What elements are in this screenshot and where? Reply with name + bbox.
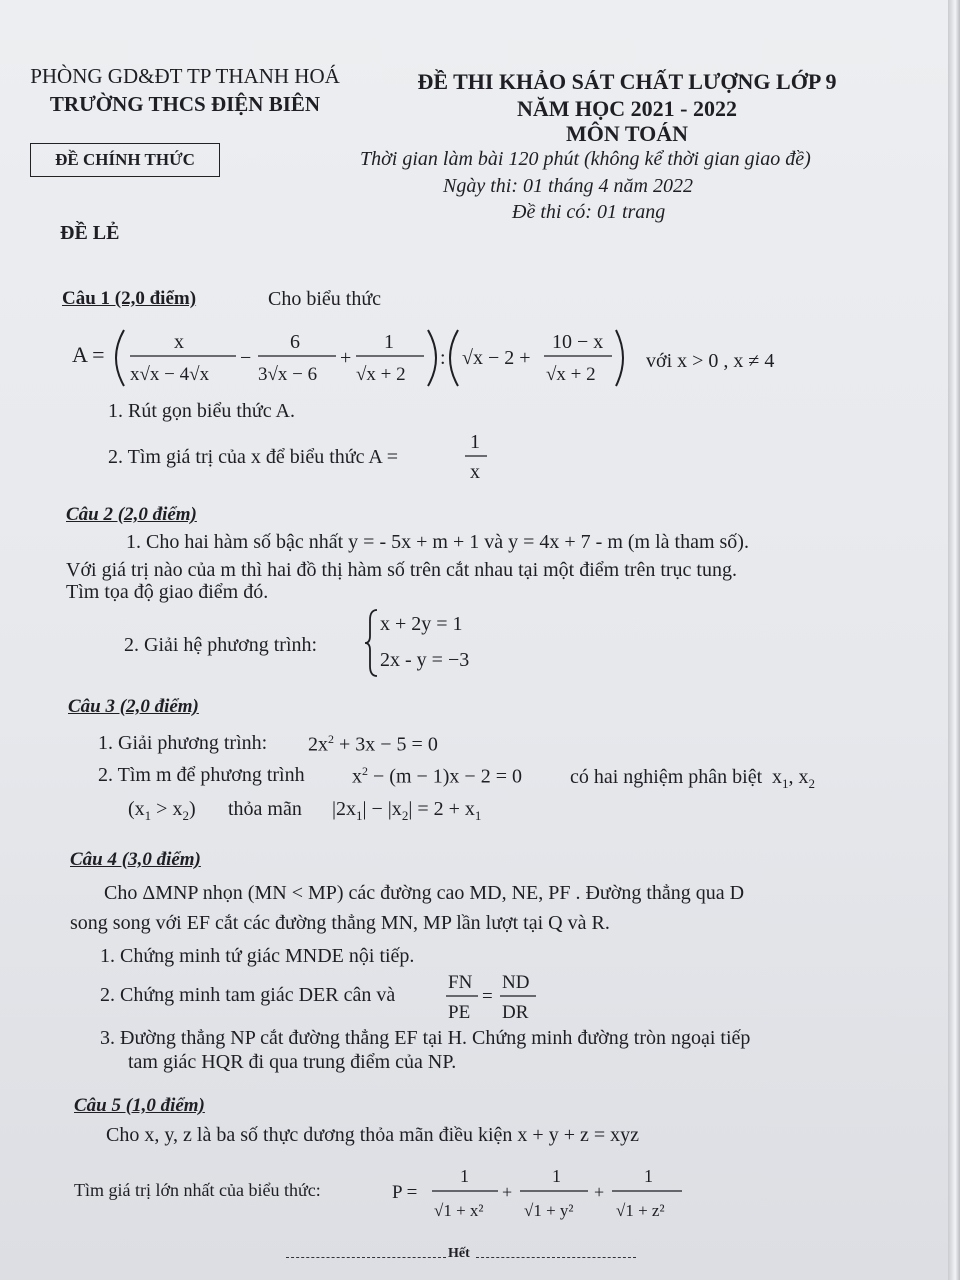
svg-text:6: 6	[290, 331, 300, 353]
question-4-line-1: Cho ΔMNP nhọn (MN < MP) các đường cao MD, NE, PF . Đường thẳng qua D	[104, 882, 745, 904]
question-5-line-1: Cho x, y, z là ba số thực dương thỏa mãn điều kiện x + y + z = xyz	[106, 1124, 640, 1146]
svg-text:10 − x: 10 − x	[552, 331, 604, 353]
abs-condition: $|2x_1| - |x_2| = 2 + x_1$	[332, 798, 482, 823]
svg-text:√x + 2: √x + 2	[356, 364, 406, 385]
question-5-line-2: Tìm giá trị lớn nhất của biểu thức:	[74, 1180, 321, 1200]
svg-text:x: x	[174, 331, 184, 353]
page-count: Đề thi có: 01 trang	[512, 201, 666, 223]
svg-text:+: +	[594, 1182, 605, 1202]
parametric-equation: $x^2 - (m - 1)x - 2 = 0$	[352, 764, 522, 788]
question-3-item-2: 2. Tìm m để phương trình	[98, 764, 305, 786]
svg-text:+: +	[502, 1182, 513, 1202]
svg-text::: :	[440, 347, 446, 369]
department-name: PHÒNG GD&ĐT TP THANH HOÁ	[30, 64, 340, 88]
equation-system-brace	[364, 608, 380, 683]
question-2-title: Câu 2 (2,0 điểm)	[66, 504, 197, 525]
svg-text:√x + 2: √x + 2	[546, 364, 596, 385]
question-2-part-1-line-1: 1. Cho hai hàm số bậc nhất y = - 5x + m + 1 và y = 4x + 7 - m (m là tham số).	[126, 531, 749, 553]
question-1-intro: Cho biểu thức	[268, 288, 382, 310]
svg-text:√1 + z²: √1 + z²	[616, 1201, 665, 1220]
exam-variant: ĐỀ LẺ	[60, 222, 120, 244]
svg-text:x√x − 4√x: x√x − 4√x	[130, 364, 210, 385]
svg-text:1: 1	[384, 331, 394, 353]
svg-text:=: =	[482, 986, 493, 1007]
question-3-item-2-satisfy: thỏa mãn	[228, 798, 302, 820]
svg-text:ND: ND	[502, 972, 530, 993]
equation-1: x + 2y = 1	[380, 613, 463, 635]
end-marker: Hết	[448, 1246, 470, 1261]
school-name: TRƯỜNG THCS ĐIỆN BIÊN	[49, 92, 321, 116]
svg-text:A =: A =	[72, 342, 105, 367]
question-1-item-1: 1. Rút gọn biểu thức A.	[108, 400, 295, 422]
exam-date: Ngày thi: 01 tháng 4 năm 2022	[443, 175, 693, 197]
subject: MÔN TOÁN	[565, 121, 689, 146]
question-4-item-3-line-1: 3. Đường thẳng NP cắt đường thẳng EF tại H. Chứng minh đường tròn ngoại tiếp	[100, 1027, 751, 1049]
footer-dash-left	[286, 1257, 446, 1258]
question-5-title: Câu 5 (1,0 điểm)	[74, 1095, 205, 1116]
svg-text:PE: PE	[448, 1002, 471, 1023]
question-3-item-2-condition: có hai nghiệm phân biệt	[570, 766, 763, 788]
svg-text:P =: P =	[392, 1182, 418, 1203]
svg-text:x: x	[470, 461, 480, 483]
question-2-part-2: 2. Giải hệ phương trình:	[124, 634, 318, 656]
school-year: NĂM HỌC 2021 - 2022	[517, 96, 737, 121]
question-1-title: Câu 1 (2,0 điểm)	[62, 288, 197, 309]
question-4-item-3-line-2: tam giác HQR đi qua trung điểm của NP.	[128, 1051, 457, 1073]
question-1-item-2: 2. Tìm giá trị của x để biểu thức A =	[108, 446, 399, 468]
question-2-part-1-line-2: Với giá trị nào của m thì hai đồ thị hàm số trên cắt nhau tại một điểm trên trục tung.	[66, 559, 737, 581]
footer-dash-right	[476, 1257, 636, 1258]
question-3-title: Câu 3 (2,0 điểm)	[68, 696, 199, 717]
quadratic-equation: $2x^2 + 3x - 5 = 0$	[308, 732, 438, 756]
svg-text:1: 1	[470, 431, 480, 453]
question-2-part-1-line-3: Tìm tọa độ giao điểm đó.	[66, 581, 269, 603]
question-4-item-1: 1. Chứng minh tứ giác MNDE nội tiếp.	[100, 945, 415, 967]
ratio-formula	[444, 966, 540, 1031]
svg-text:3√x − 6: 3√x − 6	[258, 364, 318, 385]
svg-text:DR: DR	[502, 1002, 529, 1023]
p-expression-formula	[390, 1162, 690, 1231]
question-3-item-1: 1. Giải phương trình:	[98, 732, 268, 754]
svg-text:−: −	[240, 347, 252, 369]
svg-text:√x − 2 +: √x − 2 +	[462, 347, 531, 369]
svg-text:1: 1	[552, 1166, 561, 1186]
roots-order: $(x_1 > x_2)$	[128, 798, 196, 823]
expression-a-formula	[68, 322, 628, 399]
question-1-condition: với x > 0 , x ≠ 4	[646, 350, 775, 372]
svg-text:1: 1	[460, 1166, 469, 1186]
svg-text:+: +	[340, 347, 352, 369]
svg-text:1: 1	[644, 1166, 653, 1186]
svg-text:FN: FN	[448, 972, 473, 993]
roots-x1-x2: $x_1$, $x_2$	[772, 766, 815, 791]
equation-2: 2x - y = −3	[380, 649, 470, 671]
question-4-line-2: song song với EF cắt các đường thẳng MN, MP lần lượt tại Q và R.	[70, 912, 610, 934]
svg-text:√1 + y²: √1 + y²	[524, 1201, 574, 1220]
question-4-title: Câu 4 (3,0 điểm)	[70, 849, 201, 870]
official-exam-box: ĐỀ CHÍNH THỨC	[30, 143, 220, 177]
exam-title: ĐỀ THI KHẢO SÁT CHẤT LƯỢNG LỚP 9	[417, 69, 837, 94]
time-limit: Thời gian làm bài 120 phút (không kể thời gian giao đề)	[360, 148, 811, 170]
svg-text:√1 + x²: √1 + x²	[434, 1201, 484, 1220]
question-4-item-2: 2. Chứng minh tam giác DER cân và	[100, 984, 396, 1006]
background-edge	[948, 0, 960, 1280]
one-over-x-formula	[462, 428, 492, 491]
